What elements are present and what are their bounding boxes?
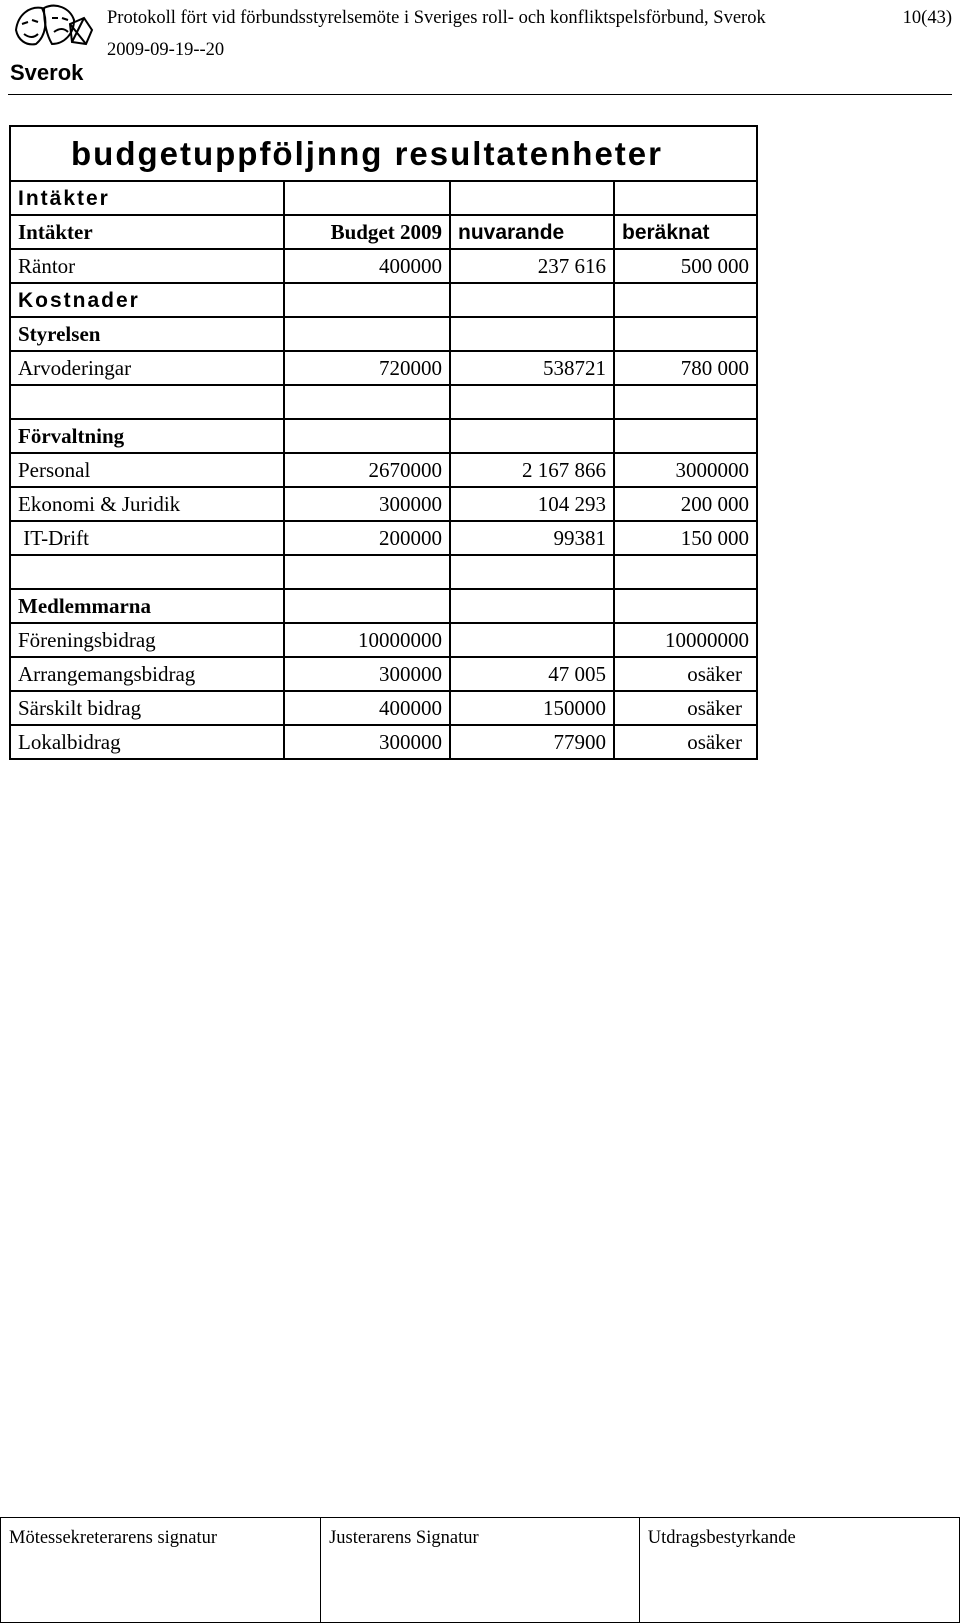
cell-budget: 720000	[284, 351, 450, 385]
section-heading-costs: Kostnader	[10, 283, 284, 317]
row-label: Ekonomi & Juridik	[10, 487, 284, 521]
signature-secretary: Mötessekreterarens signatur	[1, 1518, 321, 1623]
table-row	[10, 623, 757, 657]
header-date: 2009-09-19--20	[107, 40, 225, 60]
cell-estimated: 500 000	[614, 249, 757, 283]
row-label: Personal	[10, 453, 284, 487]
column-header-current: nuvarande	[450, 215, 614, 249]
table-title-row	[10, 126, 757, 181]
section-heading-income: Intäkter	[10, 181, 284, 215]
row-label: IT-Drift	[10, 521, 284, 555]
cell-current: 538721	[450, 351, 614, 385]
table-row	[10, 419, 757, 453]
header-divider	[8, 94, 952, 95]
cell-current: 104 293	[450, 487, 614, 521]
column-header-row	[10, 215, 757, 249]
signature-adjuster: Justerarens Signatur	[321, 1518, 640, 1623]
table-row	[10, 181, 757, 215]
cell-budget: 300000	[284, 657, 450, 691]
svg-text:Sverok: Sverok	[10, 60, 84, 85]
table-title: budgetuppföljnng resultatenheter	[10, 126, 757, 181]
table-row	[10, 521, 757, 555]
table-row	[10, 691, 757, 725]
cell-budget: 10000000	[284, 623, 450, 657]
group-heading-forvaltning: Förvaltning	[10, 419, 284, 453]
cell-current: 150000	[450, 691, 614, 725]
cell-current: 47 005	[450, 657, 614, 691]
table-row-empty	[10, 385, 757, 419]
sverok-logo	[8, 0, 98, 86]
table-row-empty	[10, 555, 757, 589]
cell-current: 237 616	[450, 249, 614, 283]
cell-estimated: osäker	[614, 725, 757, 759]
cell-estimated: osäker	[614, 657, 757, 691]
row-label: Lokalbidrag	[10, 725, 284, 759]
cell-budget: 2670000	[284, 453, 450, 487]
row-label: Arrangemangsbidrag	[10, 657, 284, 691]
cell-budget: 400000	[284, 691, 450, 725]
cell-budget: 300000	[284, 725, 450, 759]
cell-estimated: osäker	[614, 691, 757, 725]
signature-table	[0, 1517, 960, 1623]
table-row	[10, 283, 757, 317]
column-header-budget: Budget 2009	[284, 215, 450, 249]
row-label: Föreningsbidrag	[10, 623, 284, 657]
cell-estimated: 10000000	[614, 623, 757, 657]
row-label: Räntor	[10, 249, 284, 283]
cell-estimated: 780 000	[614, 351, 757, 385]
table-row	[10, 589, 757, 623]
row-label: Särskilt bidrag	[10, 691, 284, 725]
cell-estimated: 150 000	[614, 521, 757, 555]
cell-estimated: 200 000	[614, 487, 757, 521]
table-row	[10, 317, 757, 351]
table-row	[10, 487, 757, 521]
cell-estimated: 3000000	[614, 453, 757, 487]
table-row	[10, 453, 757, 487]
table-row	[10, 249, 757, 283]
page-number: 10(43)	[902, 8, 952, 28]
row-label: Arvoderingar	[10, 351, 284, 385]
group-heading-styrelsen: Styrelsen	[10, 317, 284, 351]
cell-current	[450, 623, 614, 657]
cell-current: 99381	[450, 521, 614, 555]
table-row	[10, 657, 757, 691]
group-heading-medlemmarna: Medlemmarna	[10, 589, 284, 623]
budget-table	[9, 125, 758, 760]
cell-current: 2 167 866	[450, 453, 614, 487]
cell-budget: 200000	[284, 521, 450, 555]
column-header-estimated: beräknat	[614, 215, 757, 249]
cell-current: 77900	[450, 725, 614, 759]
table-row	[10, 351, 757, 385]
header-title: Protokoll fört vid förbundsstyrelsemöte i Sveriges roll- och konfliktspelsförbund, Sverok	[107, 8, 766, 28]
column-header-label: Intäkter	[10, 215, 284, 249]
cell-budget: 300000	[284, 487, 450, 521]
table-row	[10, 725, 757, 759]
cell-budget: 400000	[284, 249, 450, 283]
signature-extract: Utdragsbestyrkande	[639, 1518, 959, 1623]
